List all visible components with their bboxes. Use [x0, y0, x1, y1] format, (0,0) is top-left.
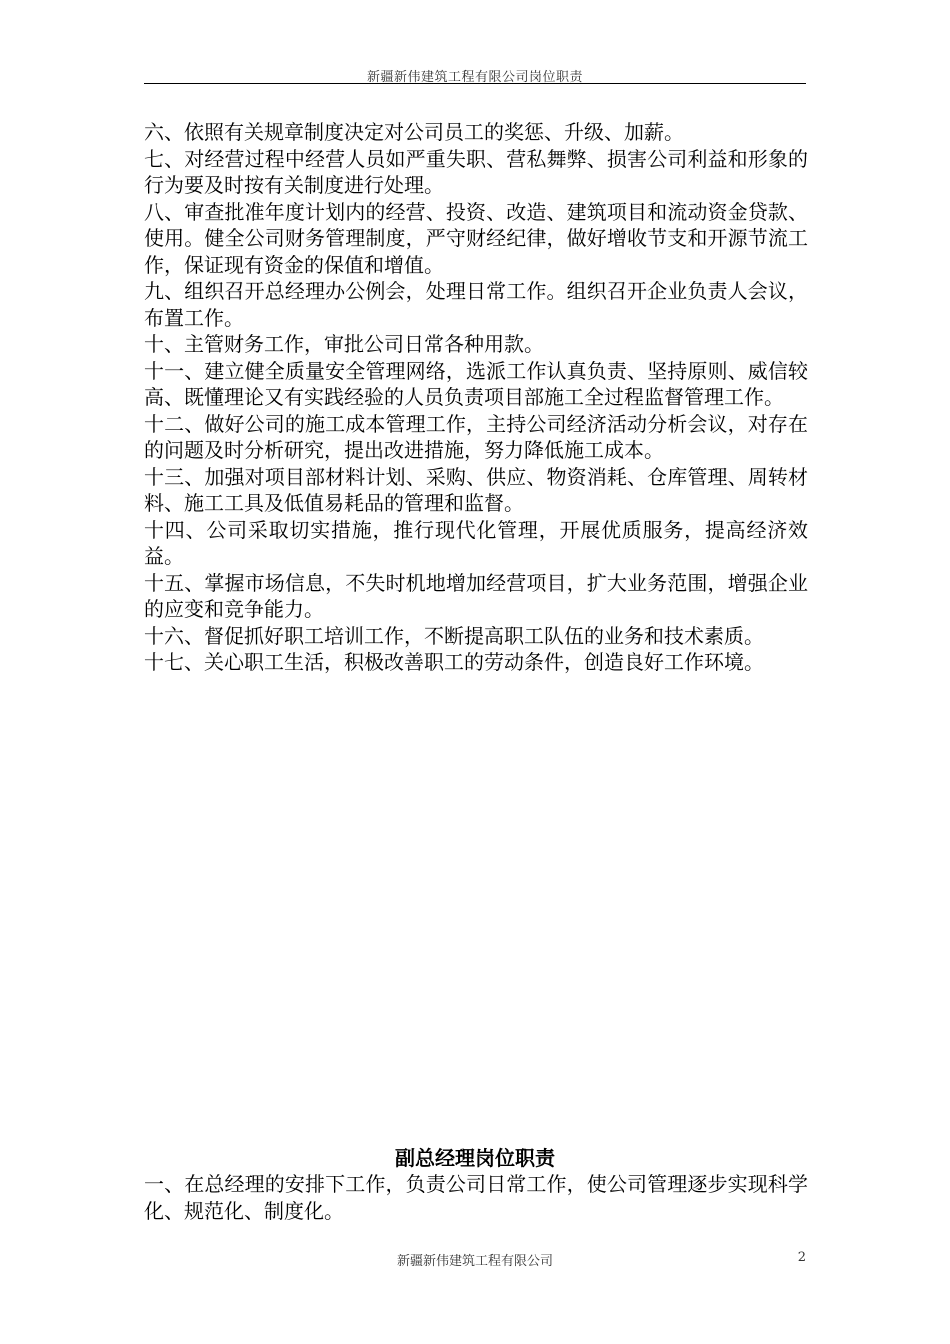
duties-list — [144, 119, 808, 676]
duty-item-6: 六、依照有关规章制度决定对公司员工的奖惩、升级、加薪。 — [144, 120, 684, 144]
duty-item-7: 七、对经营过程中经营人员如严重失职、营私舞弊、损害公司利益和形象的行为要及时按有关制度进行处理。 — [144, 146, 808, 197]
section-duty-item-1: 一、在总经理的安排下工作，负责公司日常工作，使公司管理逐步实现科学化、规范化、制度化。 — [144, 1172, 808, 1223]
duty-item-16: 十六、督促抓好职工培训工作，不断提高职工队伍的业务和技术素质。 — [144, 623, 764, 648]
duty-item-17: 十七、关心职工生活，积极改善职工的劳动条件，创造良好工作环境。 — [144, 650, 764, 674]
duty-item-10: 十、主管财务工作，审批公司日常各种用款。 — [144, 332, 544, 356]
section-title: 副总经理岗位职责 — [395, 1146, 555, 1170]
page-footer: 新疆新伟建筑工程有限公司 — [396, 1254, 553, 1269]
duty-item-13: 十三、加强对项目部材料计划、采购、供应、物资消耗、仓库管理、周转材料、施工工具及低值易耗品的管理和监督。 — [144, 464, 808, 515]
duty-item-15: 十五、掌握市场信息，不失时机地增加经营项目，扩大业务范围，增强企业的应变和竞争能力。 — [144, 570, 808, 621]
duty-item-12: 十二、做好公司的施工成本管理工作，主持公司经济活动分析会议，对存在的问题及时分析研究，提出改进措施，努力降低施工成本。 — [144, 411, 808, 462]
page-number: 2 — [797, 1250, 806, 1265]
duty-item-9: 九、组织召开总经理办公例会，处理日常工作。组织召开企业负责人会议，布置工作。 — [144, 279, 808, 330]
section-duties-list — [144, 1171, 808, 1224]
duty-item-11: 十一、建立健全质量安全管理网络，选派工作认真负责、坚持原则、威信较高、既懂理论又有实践经验的人员负责项目部施工全过程监督管理工作。 — [144, 358, 808, 409]
header-divider — [144, 83, 806, 84]
page-header: 新疆新伟建筑工程有限公司岗位职责 — [366, 70, 583, 85]
duty-item-8: 八、审查批准年度计划内的经营、投资、改造、建筑项目和流动资金贷款、使用。健全公司财务管理制度，严守财经纪律，做好增收节支和开源节流工作，保证现有资金的保值和增值。 — [144, 199, 808, 277]
duty-item-14: 十四、公司采取切实措施，推行现代化管理，开展优质服务，提高经济效益。 — [144, 517, 808, 568]
